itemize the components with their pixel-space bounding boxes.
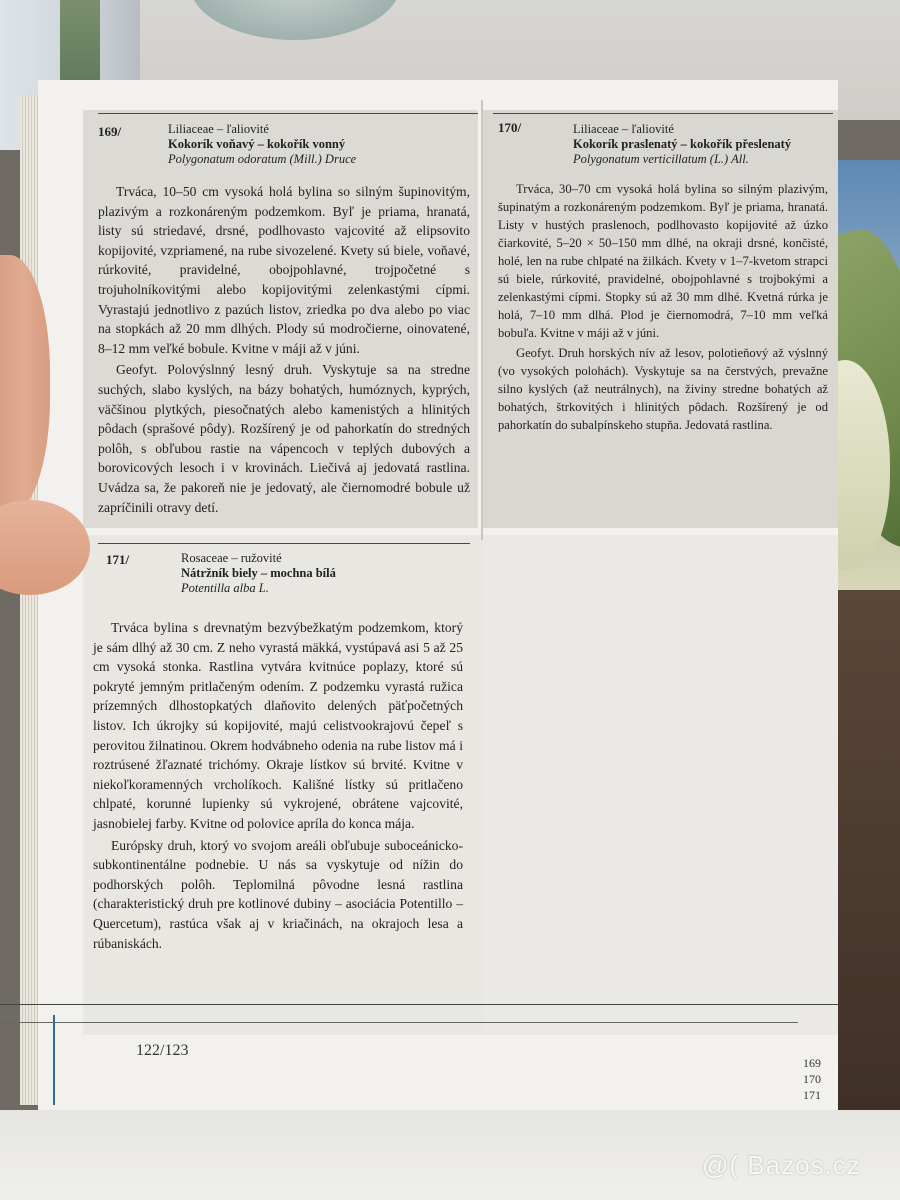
entry-170-rule (493, 113, 833, 114)
entry-170-text (498, 180, 828, 434)
entry-170-name: Kokorík praslenatý – kokořík přeslenatý (573, 137, 792, 151)
entry-169-number: 169/ (98, 124, 122, 139)
entry-169-header (168, 122, 356, 167)
page-ref-top: 169 170 (803, 1056, 821, 1086)
footer-accent-bar (53, 1015, 55, 1105)
entry-171-paragraph: Európsky druh, ktorý vo svojom areáli obľubuje suboceánicko-subkontinentálne podnebie. U nás sa vyskytuje od nížin do podhorských polôh. Teplomilná pôvodne lesná rastlina (charakteristický druh pre kotlinové dubiny – asociácia Potentillo – Quercetum), rastúca však aj v kriačinách, na okrajoch lesa a rúbaniskách. (93, 837, 463, 951)
book-page (38, 80, 838, 1110)
page-ref-bottom: 171 (803, 1088, 821, 1102)
entry-170-paragraph: Trváca, 30–70 cm vysoká holá bylina so silným plazivým, šupinatým a rozkonáreným podzemkom. Byľ je priama, hranatá. Listy v hustých praslenoch, podlhovasto kopijovité až úzko čiarkovité, 5–20 × 50–150 mm dlhé, na okraji drsné, končisté, holé, len na rube chlpaté na žilkách. Kvety v 1–7-kvetom strapci sú biele, rúrkovité, pravidelné, obojpohlavné s trojbokými a zelenkastými cípmi. Stopky sú až 30 mm dlhé. Kvetná rúrka je holá, 7–10 mm dlhá. Plod je čiernomodrá, 7–10 mm veľká bobuľa. Kvitne v máji až v júni. (498, 182, 828, 340)
entry-169-name: Kokorík voňavý – kokořík vonný (168, 137, 346, 151)
entry-170-family: Liliaceae – ľaliovité (573, 122, 674, 136)
entry-171-header (181, 551, 336, 596)
entry-171-name: Nátržník biely – mochna bílá (181, 566, 336, 580)
entry-171-text (93, 618, 463, 953)
entry-169-family: Liliaceae – ľaliovité (168, 122, 269, 136)
entry-171-paragraph: Trváca bylina s drevnatým bezvýbežkatým podzemkom, ktorý je sám dlhý až 30 cm. Z neho vyrastá mäkká, vystúpavá asi 5 až 25 cm vysoká stonka. Rastlina vytvára kvitnúce poplazy, ktoré sú pokryté jemným pritlačeným odením. Z podzemku vyrastá ružica prízemných dlhostopkatých dlaňovito delených päťpočetných listov. Ich úkrojky sú kopijovité, majú celistvookrajovú čepeľ s perovitou žilnatinou. Okrem hodvábneho odenia na rube listov má i roztrúsené žľaznaté trichómy. Okraje lístkov sú brvité. Kvitne v niekoľkoramenných vrcholíkoch. Kališné lístky sú pritlačeno chlpaté, korunné lupienky sú vykrojené, obrátene vajcovité, jasnobielej farby. Kvitne od polovice apríla do konca mája. (93, 620, 463, 831)
entry-169-paragraph: Trváca, 10–50 cm vysoká holá bylina so silným šupinovitým, plazivým a rozkonáreným podzemkom. Byľ je priama, hranatá, listy sú striedavé, drsné, podlhovasto vajcovité až elipsovito kopijovité, vzpriamené, na rube sivozelené. Kvety sú biele, voňavé, rúrkovité, pravidelné, obojpohlavné, trojpočetné s trojuholníkovitými alebo kopijovitými zelenkastými cípmi. Vyrastajú jednotlivo z pazúch listov, zriedka po dva alebo po viac na stopkách až 20 mm dlhých. Plody sú modročierne, oinovatené, 8–12 mm veľké bobule. Kvitne v máji až v júni. (98, 184, 470, 356)
entry-170-paragraph: Geofyt. Druh horských nív až lesov, polotieňový až výslnný (vo vysokých polohách). Vyskytuje sa na čerstvých, prevažne silno kyslých (až neutrálnych), na živiny stredne bohatých až bohatých, štrkovitých i hlinitých pôdach. Rozšírený je od pahorkatín do subalpínskeho stupňa. Jedovatá rastlina. (498, 346, 828, 432)
page-number: 122/123 (136, 1042, 189, 1059)
watermark: @( Bazos.cz (702, 1150, 861, 1180)
column-divider (481, 100, 483, 540)
entry-169-latin: Polygonatum odoratum (Mill.) Druce (168, 152, 357, 166)
entry-171-number: 171/ (106, 552, 130, 567)
footer-rule (0, 1004, 838, 1005)
entry-171-rule (98, 543, 470, 544)
book-cover-stripe (60, 0, 100, 90)
entry-170-number: 170/ (498, 120, 522, 135)
entry-169-text (98, 182, 470, 517)
footer-rule-secondary (0, 1022, 798, 1023)
entry-169-rule (98, 113, 478, 114)
entry-171-latin: Potentilla alba L. (181, 581, 269, 595)
empty-panel (483, 535, 838, 1035)
entry-169-paragraph: Geofyt. Polovýslnný lesný druh. Vyskytuje sa na stredne suchých, slabo kyslých, na bázy bohatých, humóznych, kyprých, väčšinou plytkých, piesočnatých alebo kamenistých a hlinitých pôdach (sprašové pôdy). Rozšírený je od pahorkatín do stredných polôh, s obľubou rastie na vápencoch v teplých dubových a borovicových lesoch i v krovinách. Liečivá aj jedovatá rastlina. Uvádza sa, že pakoreň nie je jedovatý, ale čiernomodré bobule už zapríčinili otravy detí. (98, 362, 470, 515)
entry-170-latin: Polygonatum verticillatum (L.) All. (573, 152, 749, 166)
entry-171-family: Rosaceae – ružovité (181, 551, 282, 565)
entry-170-header (573, 122, 833, 167)
page-entry-reference (803, 1055, 838, 1103)
